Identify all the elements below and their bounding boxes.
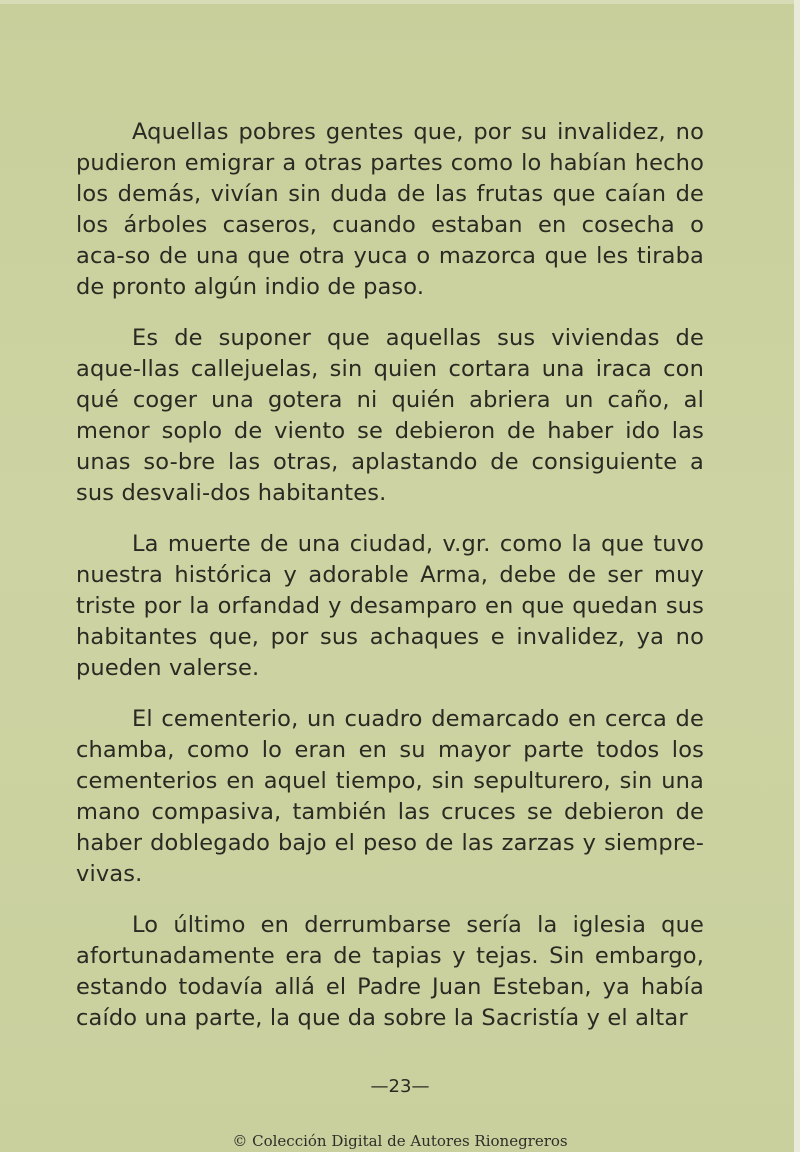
paragraph: Lo último en derrumbarse sería la iglesia que afortunadamente era de tapias y tejas. Sin embargo, estando todavía allá el Padre Juan Esteban, ya había caído una parte, la que da sobre la Sacristía y el altar [76,912,704,1031]
paragraph: La muerte de una ciudad, v.gr. como la que tuvo nuestra histórica y adorable Arma, debe de ser muy triste por la orfandad y desamparo en que quedan sus habitantes que, por sus achaques e invalidez, ya no pueden valerse. [76,531,704,681]
copyright-footer: © Colección Digital de Autores Rionegreros [232,1132,568,1150]
paragraph: El cementerio, un cuadro demarcado en cerca de chamba, como lo eran en su mayor parte todos los cementerios en aquel tiempo, sin sepulturero, sin una mano compasiva, también las cruces se debieron de haber doblegado bajo el peso de las zarzas y siempre-vivas. [76,706,704,887]
paragraph: Es de suponer que aquellas sus viviendas de aque-llas callejuelas, sin quien cortara una iraca con qué coger una gotera ni quién abriera un caño, al menor soplo de viento se debieron de haber ido las unas so-bre las otras, aplastando de consiguiente a sus desvali-dos habitantes. [76,325,704,506]
body-text [76,117,704,1054]
page-right-edge [794,0,800,1152]
page-top-edge [0,0,800,4]
paragraph: Aquellas pobres gentes que, por su invalidez, no pudieron emigrar a otras partes como lo habían hecho los demás, vivían sin duda de las frutas que caían de los árboles caseros, cuando estaban en cosecha o aca-so de una que otra yuca o mazorca que les tiraba de pronto algún indio de paso. [76,119,704,300]
page-number: —23— [370,1076,430,1097]
